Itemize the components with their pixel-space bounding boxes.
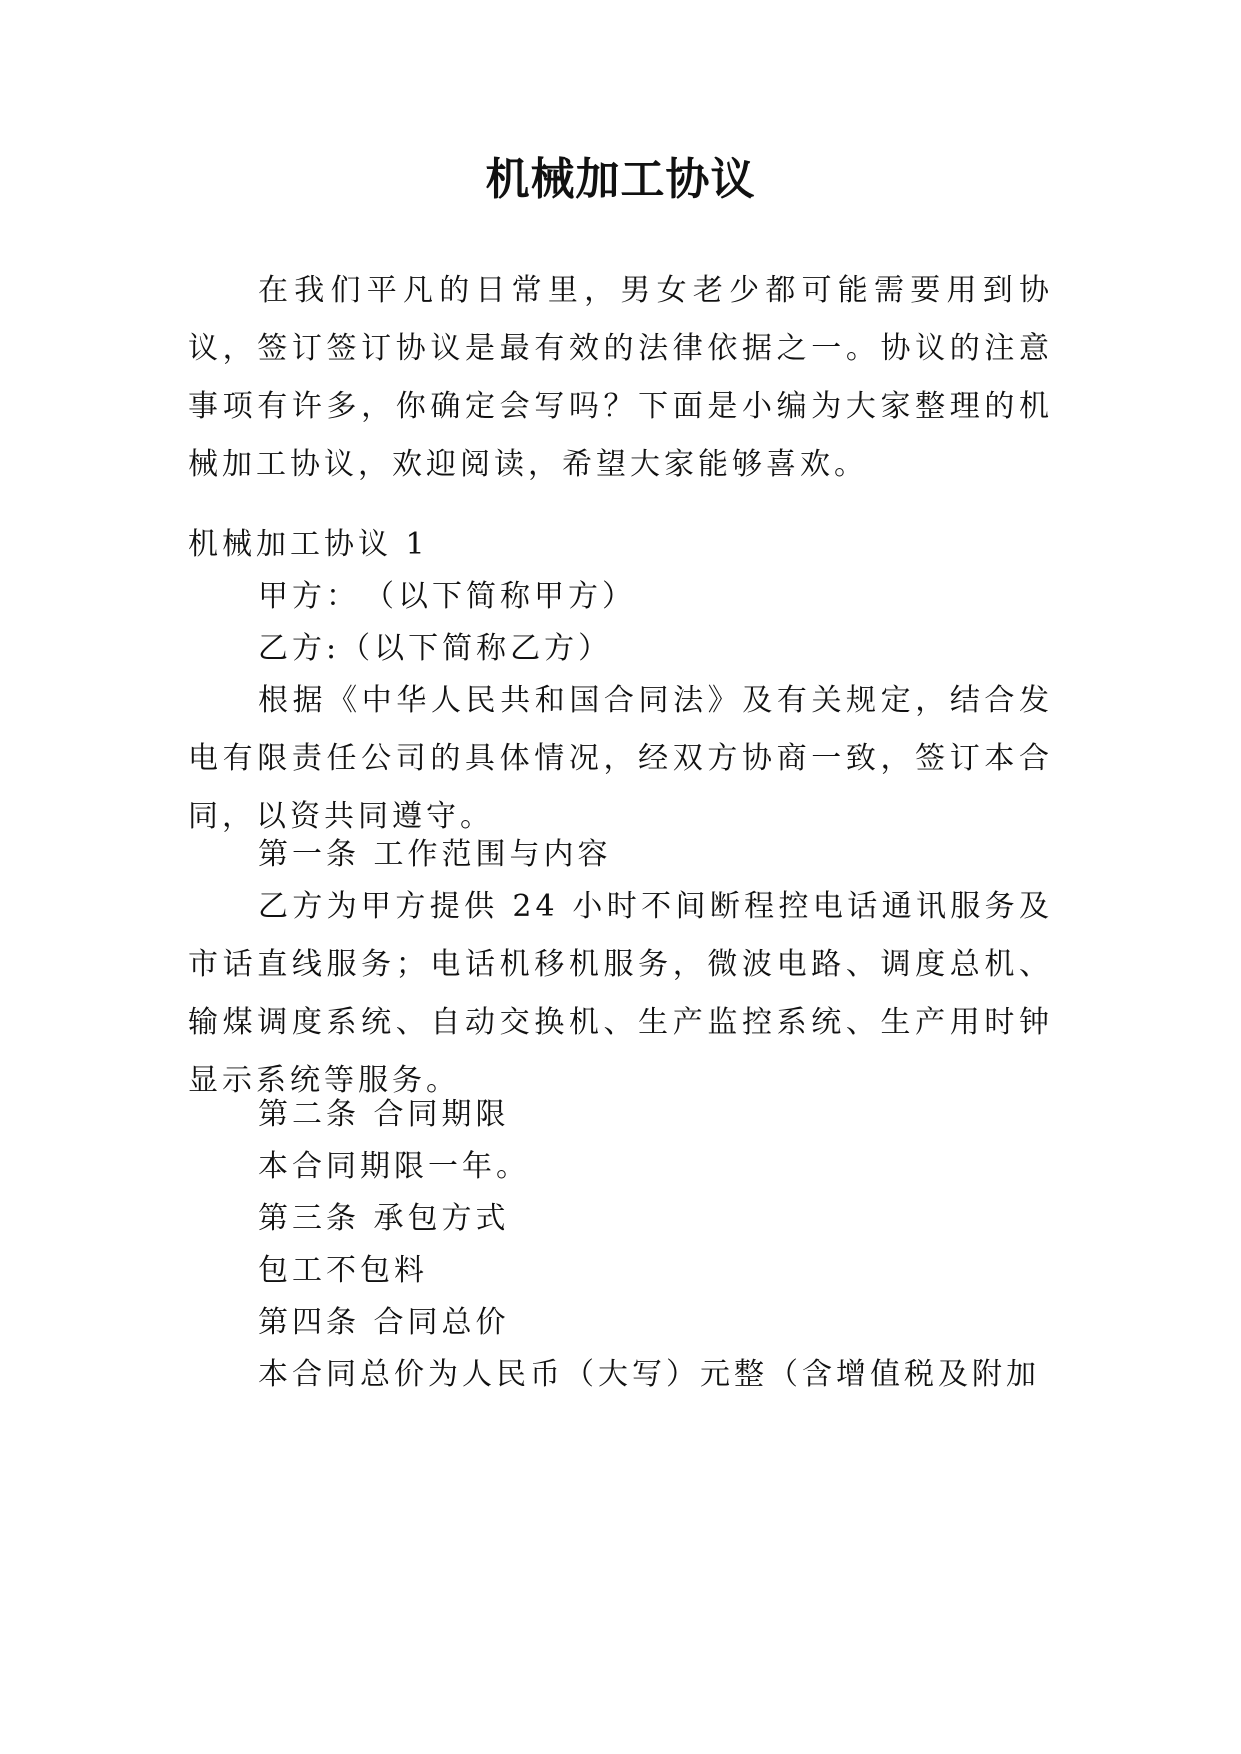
article-1-body: 乙方为甲方提供 24 小时不间断程控电话通讯服务及市话直线服务；电话机移机服务，微波电路、调度总机、输煤调度系统、自动交换机、生产监控系统、生产用时钟显示系统等服务。 xyxy=(188,889,1053,1098)
basis-paragraph: 根据《中华人民共和国合同法》及有关规定，结合发电有限责任公司的具体情况，经双方协商一致，签订本合同，以资共同遵守。 xyxy=(188,683,1053,834)
article-1-title: 第一条 工作范围与内容 xyxy=(258,837,612,872)
article-3-body: 包工不包料 xyxy=(258,1253,428,1288)
article-4-body: 本合同总价为人民币（大写）元整（含增值税及附加 xyxy=(258,1357,1040,1392)
intro-paragraph: 在我们平凡的日常里，男女老少都可能需要用到协议，签订签订协议是最有效的法律依据之一。协议的注意事项有许多，你确定会写吗？下面是小编为大家整理的机械加工协议，欢迎阅读，希望大家能够喜欢。 xyxy=(188,273,1053,482)
party-a-line: 甲方： （以下简称甲方） xyxy=(258,579,636,614)
article-3-title: 第三条 承包方式 xyxy=(258,1201,510,1236)
party-b-line: 乙方:（以下简称乙方） xyxy=(258,631,613,666)
article-2-body: 本合同期限一年。 xyxy=(258,1149,530,1184)
article-4-title: 第四条 合同总价 xyxy=(258,1305,510,1340)
section-heading: 机械加工协议 1 xyxy=(188,527,429,562)
document-title: 机械加工协议 xyxy=(485,154,756,205)
article-2-title: 第二条 合同期限 xyxy=(258,1097,510,1132)
